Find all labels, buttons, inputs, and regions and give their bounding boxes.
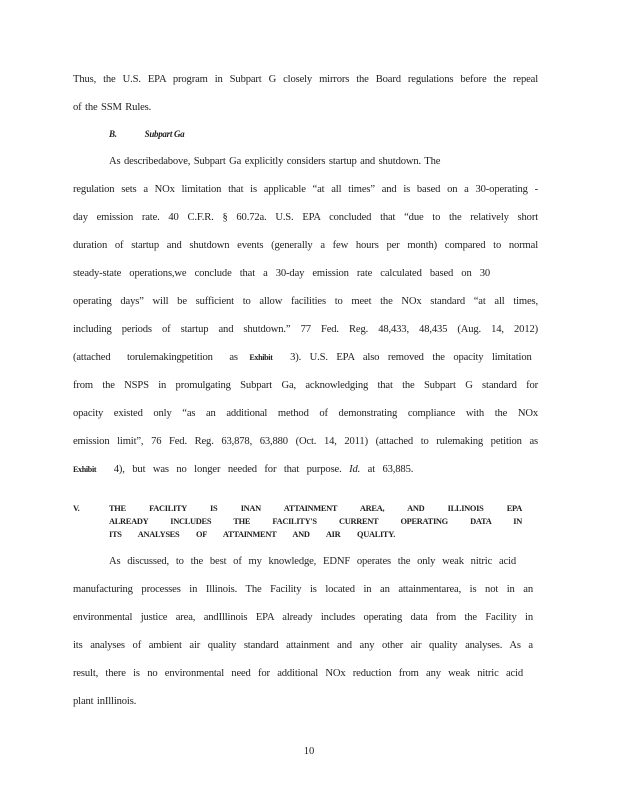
paragraph-3-line: plant inIllinois. <box>73 696 137 707</box>
page-number: 10 <box>303 746 315 757</box>
paragraph-3-line: its analyses of ambient air quality standard attainment and any other air quality analyses. As a <box>73 640 533 651</box>
subsection-title: Subpart Ga <box>144 129 185 139</box>
paragraph-3-line: environmental justice area, andIllinois EPA already includes operating data from the Facility in <box>73 612 533 623</box>
paragraph-2-line: opacity existed only “as an additional method of demonstrating compliance with the NOx <box>73 408 538 419</box>
subsection-heading <box>109 129 210 139</box>
paragraph-1-line: Thus, the U.S. EPA program in Subpart G closely mirrors the Board regulations before the repeal <box>73 74 538 85</box>
section-heading-line: ALREADY INCLUDES THE FACILITY'S CURRENT OPERATING DATA IN <box>109 517 522 526</box>
paragraph-2-line: from the NSPS in promulgating Subpart Ga, acknowledging that the Subpart G standard for <box>73 380 538 391</box>
subsection-label: B. <box>109 129 117 139</box>
paragraph-2-line: As describedabove, Subpart Ga explicitly considers startup and shutdown. The <box>109 156 441 167</box>
citation-text: at 63,885. <box>367 464 414 475</box>
section-number: V. <box>73 504 80 513</box>
paragraph-2-line <box>73 351 538 365</box>
citation-text: (attached torulemakingpetition as <box>73 352 238 363</box>
paragraph-3-line: As discussed, to the best of my knowledge, EDNF operates the only weak nitric acid <box>109 556 516 567</box>
paragraph-2-line <box>73 463 538 477</box>
paragraph-2-line: day emission rate. 40 C.F.R. § 60.72a. U.S. EPA concluded that “due to the relatively short <box>73 212 538 223</box>
paragraph-2-line: emission limit”, 76 Fed. Reg. 63,878, 63,880 (Oct. 14, 2011) (attached to rulemaking petition as <box>73 436 538 447</box>
paragraph-3-line: result, there is no environmental need for additional NOx reduction from any weak nitric acid <box>73 668 523 679</box>
exhibit-label: Exhibit <box>73 465 97 474</box>
paragraph-3-line: manufacturing processes in Illinois. The Facility is located in an attainmentarea, is not in an <box>73 584 533 595</box>
paragraph-1-line: of the SSM Rules. <box>73 102 152 113</box>
exhibit-label: Exhibit <box>249 353 273 362</box>
section-heading-line: THE FACILITY IS INAN ATTAINMENT AREA, AND ILLINOIS EPA <box>109 504 522 513</box>
citation-text: 3). U.S. EPA also removed the opacity limitation <box>290 352 532 363</box>
paragraph-2-line: operating days” will be sufficient to allow facilities to meet the NOx standard “at all times, <box>73 296 538 307</box>
paragraph-2-line: steady-state operations,we conclude that a 30-day emission rate calculated based on 30 <box>73 268 490 279</box>
citation-text: 4), but was no longer needed for that purpose. <box>113 464 342 475</box>
paragraph-2-line: regulation sets a NOx limitation that is applicable “at all times” and is based on a 30-operating - <box>73 184 538 195</box>
paragraph-2-line: duration of startup and shutdown events (generally a few hours per month) compared to normal <box>73 240 538 251</box>
section-heading-line: ITS ANALYSES OF ATTAINMENT AND AIR QUALITY. <box>109 530 395 539</box>
citation-id: Id. <box>349 464 361 475</box>
paragraph-2-line: including periods of startup and shutdown.” 77 Fed. Reg. 48,433, 48,435 (Aug. 14, 2012) <box>73 324 538 335</box>
